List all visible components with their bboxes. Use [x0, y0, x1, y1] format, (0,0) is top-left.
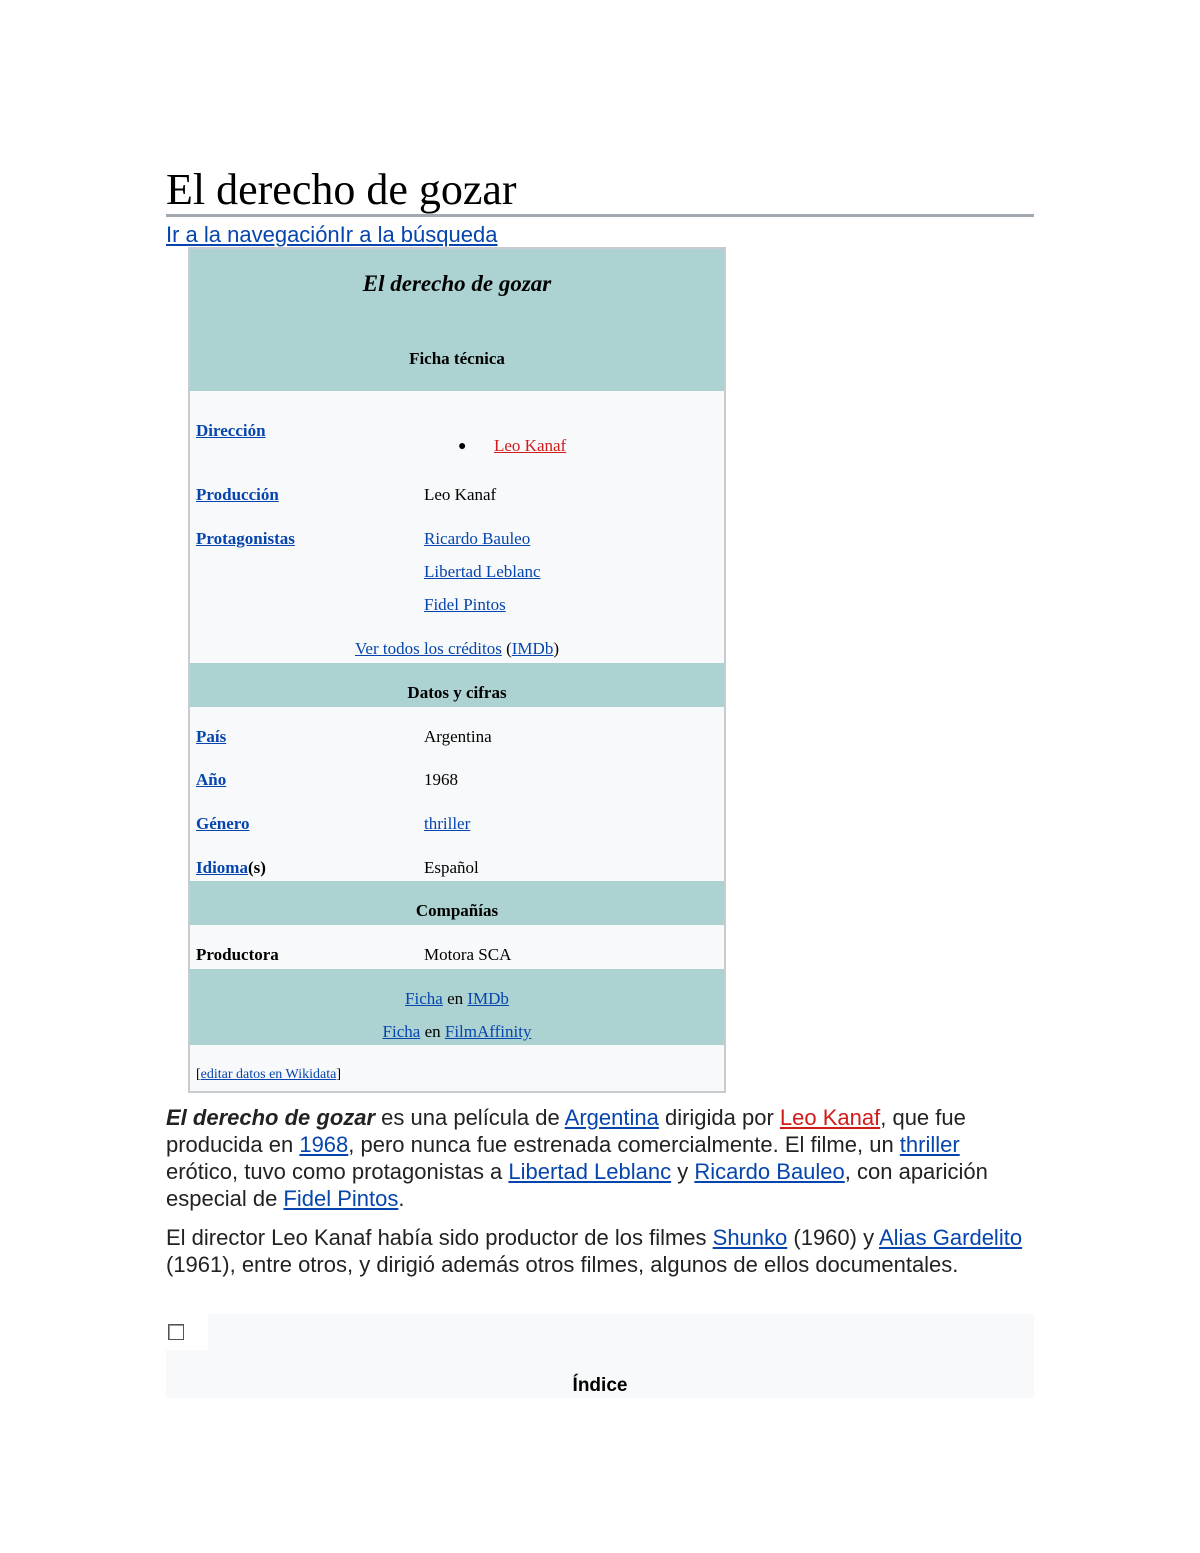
year-link[interactable]: 1968	[299, 1132, 349, 1157]
thriller-link[interactable]: thriller	[899, 1132, 960, 1157]
produccion-value: Leo Kanaf	[424, 485, 497, 504]
jump-to-search-link[interactable]: Ir a la búsqueda	[339, 222, 498, 247]
en-text: en	[424, 1022, 441, 1041]
idioma-suffix: (s)	[247, 858, 266, 877]
section-band-datos	[190, 663, 724, 707]
label-productora: Productora	[196, 945, 279, 964]
argentina-link[interactable]: Argentina	[564, 1105, 659, 1130]
film-infobox	[188, 247, 726, 1093]
ficha-filmaffinity-link[interactable]: Ficha	[382, 1022, 421, 1041]
imdb-credits-link[interactable]: IMDb	[511, 639, 554, 658]
ricardo-bauleo-link[interactable]: Ricardo Bauleo	[694, 1159, 845, 1184]
director-paragraph: El director Leo Kanaf había sido productor de los filmes Shunko (1960) y Alias Gardelito (1961), entre otros, y dirigió además otros filmes, algunos de ellos documentales.	[166, 1225, 1023, 1277]
section-band-companias	[190, 881, 724, 925]
bullet-icon: ●	[458, 439, 467, 454]
pais-value: Argentina	[424, 727, 492, 746]
table-of-contents	[166, 1314, 1034, 1398]
intro-paragraph: El derecho de gozar es una película de Argentina dirigida por Leo Kanaf, que fue producida en 1968, pero nunca fue estrenada comercialmente. El filme, un thriller erótico, tuvo como protagonistas a Libertad Leblanc y Ricardo Bauleo, con aparición especial de Fidel Pintos.	[166, 1105, 988, 1211]
director-link[interactable]: Leo Kanaf	[494, 436, 567, 455]
label-direccion-link[interactable]: Dirección	[196, 421, 266, 440]
bold-title: El derecho de gozar	[166, 1105, 376, 1130]
libertad-leblanc-link[interactable]: Libertad Leblanc	[508, 1159, 672, 1184]
label-pais-link[interactable]: País	[196, 727, 227, 746]
genero-link[interactable]: thriller	[424, 814, 471, 833]
label-idioma-link[interactable]: Idioma	[196, 858, 248, 877]
toc-title: Índice	[572, 1375, 628, 1396]
toc-toggle-checkbox[interactable]	[168, 1324, 184, 1340]
jump-links	[166, 222, 497, 248]
wikidata-edit: [editar datos en Wikidata]	[196, 1067, 341, 1082]
label-produccion-link[interactable]: Producción	[196, 485, 279, 504]
label-protagonistas-link[interactable]: Protagonistas	[196, 529, 295, 548]
filmaffinity-link[interactable]: FilmAffinity	[444, 1022, 532, 1041]
infobox-header	[190, 249, 724, 391]
imdb-line	[190, 989, 724, 1009]
actor-link[interactable]: Libertad Leblanc	[424, 562, 541, 581]
fidel-pintos-link[interactable]: Fidel Pintos	[283, 1186, 399, 1211]
edit-wikidata-link[interactable]: editar datos en Wikidata	[200, 1067, 337, 1082]
infobox-title: El derecho de gozar	[362, 271, 552, 296]
label-anio-link[interactable]: Año	[196, 770, 227, 789]
section-datos-y-cifras: Datos y cifras	[407, 683, 507, 702]
ficha-imdb-link[interactable]: Ficha	[405, 989, 443, 1008]
section-ficha-tecnica: Ficha técnica	[409, 349, 505, 368]
credits-line: Ver todos los créditos (IMDb)	[355, 639, 559, 658]
all-credits-link[interactable]: Ver todos los créditos	[355, 639, 502, 658]
section-companias: Compañías	[415, 901, 499, 920]
label-genero-link[interactable]: Género	[196, 814, 250, 833]
page-title: El derecho de gozar	[166, 166, 1034, 217]
external-links-band	[190, 969, 724, 1045]
actor-link[interactable]: Ricardo Bauleo	[424, 529, 531, 548]
idioma-value: Español	[424, 858, 479, 877]
imdb-link[interactable]: IMDb	[467, 989, 509, 1008]
actor-link[interactable]: Fidel Pintos	[424, 595, 506, 614]
alias-gardelito-link[interactable]: Alias Gardelito	[878, 1225, 1023, 1250]
filmaffinity-line	[190, 1022, 724, 1042]
productora-value: Motora SCA	[424, 945, 512, 964]
anio-value: 1968	[424, 770, 458, 789]
en-text: en	[447, 989, 464, 1008]
shunko-link[interactable]: Shunko	[712, 1225, 788, 1250]
jump-to-navigation-link[interactable]: Ir a la navegación	[166, 222, 340, 247]
director-article-link[interactable]: Leo Kanaf	[779, 1105, 881, 1130]
